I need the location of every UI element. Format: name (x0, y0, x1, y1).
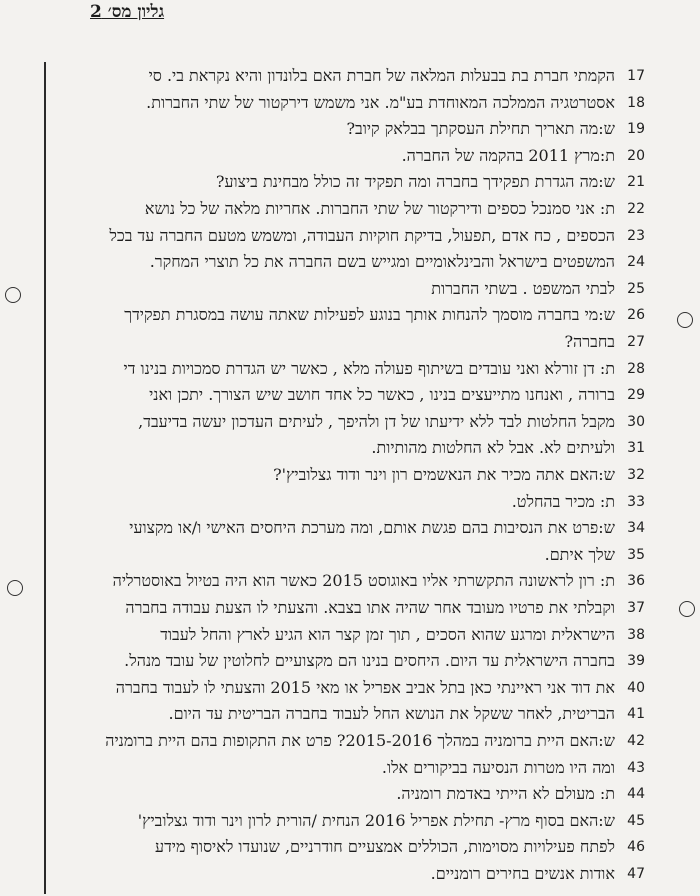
line-text: ת:מרץ 2011 בהקמה של החברה. (401, 145, 615, 165)
line-text: ברורה , ואנחנו מתייעצים בנינו , כאשר כל אחד חושב שיש הצורך. יתכן ואני (149, 385, 615, 405)
line-number: 28 (627, 360, 645, 377)
line-number: 41 (627, 706, 645, 723)
line-number: 29 (627, 387, 645, 404)
text-line (0, 809, 700, 837)
text-line (0, 702, 700, 730)
text-line (0, 516, 700, 544)
text-line (0, 144, 700, 172)
text-line (0, 357, 700, 385)
text-line (0, 463, 700, 491)
text-line (0, 197, 700, 225)
text-line (0, 410, 700, 438)
text-line (0, 436, 700, 464)
line-number: 44 (627, 786, 645, 803)
line-text: ומה היו מטרות הנסיעה בביקורים אלו. (381, 757, 615, 777)
text-line (0, 91, 700, 119)
text-line (0, 729, 700, 757)
line-text: ת: מעולם לא הייתי באדמת רומניה. (396, 784, 615, 804)
text-line (0, 649, 700, 677)
line-text: הבריטית, לאחר ששקל את הנושא החל לעבוד בחברה הבריטית עד היום. (168, 704, 615, 724)
line-number: 21 (627, 174, 645, 191)
line-text: ת: אני סמנכל כספים ודירקטור של שתי החברות. אחריות מלאה של כל נושא (144, 199, 615, 218)
text-line (0, 782, 700, 810)
line-number: 20 (627, 147, 645, 164)
line-number: 45 (627, 812, 645, 829)
line-number: 34 (627, 520, 645, 537)
line-number: 24 (627, 254, 645, 271)
line-number: 31 (627, 440, 645, 457)
line-text: ש:מה תאריך תחילת העסקתך בבלאק קיוב? (346, 119, 615, 139)
line-text: לבתי המשפט . בשתי החברות (431, 278, 615, 298)
line-number: 36 (627, 573, 645, 590)
line-text: את דוד אני ראיינתי כאן בתל אביב אפריל או מאי 2015 והצעתי לו לעבוד בחברה (115, 677, 615, 697)
text-line (0, 224, 700, 252)
line-number: 27 (627, 334, 645, 350)
line-number: 35 (627, 546, 645, 563)
line-number: 40 (627, 679, 645, 696)
line-text: ש:האם היית ברומניה במהלך 2015-2016? פרט את התקופות בהם היית ברומניה (105, 731, 615, 750)
line-number: 18 (627, 94, 645, 111)
line-number: 38 (627, 626, 645, 643)
line-text: ש:האם בסוף מרץ- תחילת אפריל 2016 הנחית /הורית לרון וינר ודוד גצלוביץ' (137, 810, 615, 830)
line-text: ש:מה הגדרת תפקידך בחברה ומה תפקיד זה כולל מבחינת ביצוע? (215, 172, 615, 192)
line-number: 22 (627, 201, 645, 217)
text-line (0, 569, 700, 597)
line-number: 25 (627, 280, 645, 297)
line-number: 30 (627, 413, 645, 430)
text-line (0, 117, 700, 145)
text-line (0, 596, 700, 624)
text-line (0, 250, 700, 278)
text-line (0, 623, 700, 651)
line-text: אודות אנשים בחירים רומניים. (430, 864, 615, 883)
line-text: וקבלתי את פרטיו מעובד אחר שהיה אתו בצבא. והצעתי לו הצעת עבודה בחברה (125, 598, 615, 617)
text-line (0, 277, 700, 305)
line-text: ש:פרט את הנסיבות בהם פגשת אותם, ומה מערכת היחסים האישי ו/או מקצועי (129, 518, 615, 538)
text-line (0, 170, 700, 198)
line-number: 17 (627, 68, 645, 84)
line-text: הקמתי חברת בת בבעלות המלאה של חברת האם בלונדון והיא נקראת בי. סי (148, 66, 615, 85)
text-line (0, 490, 700, 518)
line-number: 23 (627, 227, 645, 244)
line-text: המשפטים בישראל והבינלאומיים ומגייש בשם החברה את כל תוצרי המחקר. (149, 252, 615, 272)
line-text: שלך איתם. (544, 544, 615, 564)
line-text: ת: דן זורלא ואני עובדים בשיתוף פעולה מלא , כאשר יש הגדרת סמכויות בנינו די (123, 358, 615, 378)
text-line (0, 303, 700, 331)
line-number: 42 (627, 733, 645, 749)
line-text: לפתח פעילויות מסוימות, הכוללים אמצעיים חודרניים, שנועדו לאיסוף מידע (155, 837, 615, 857)
line-number: 33 (627, 493, 645, 510)
line-text: ש:מי בחברה מוסמך להנחות אותך בנוגע לפעילות שאתה עושה במסגרת תפקידך (124, 305, 615, 325)
text-line (0, 756, 700, 784)
text-line (0, 543, 700, 571)
line-text: בחברה? (564, 332, 615, 351)
line-text: ת: רון לראשונה התקשרתי אליו באוגוסט 2015 כאשר הוא היה בטיול באוסטרליה (112, 571, 615, 591)
line-text: ש:האם אתה מכיר את הנאשמים רון וינר ודוד גצלוביץ'? (273, 465, 615, 484)
line-text: ת: מכיר בהחלט. (511, 491, 615, 511)
line-number: 47 (627, 866, 645, 882)
text-line (0, 835, 700, 863)
text-line (0, 676, 700, 704)
line-number: 32 (627, 467, 645, 483)
line-number: 37 (627, 600, 645, 616)
text-line (0, 330, 700, 358)
line-number: 43 (627, 759, 645, 776)
line-text: בחברה הישראלית עד היום. היחסים בנינו הם מקצועיים לחלוטין של עובד מנהל. (124, 651, 615, 671)
line-number: 39 (627, 653, 645, 670)
page-header: גליון מס׳ 2 (90, 2, 165, 22)
line-text: ולעיתים לא. אבל לא החלטות מהותיות. (371, 438, 615, 458)
line-number: 26 (627, 307, 645, 324)
line-text: הישראלית ומרגע שהוא הסכים , תוך זמן קצר הוא הגיע לארץ והחל לעבוד (160, 624, 615, 644)
text-line (0, 383, 700, 411)
line-text: אסטרטגיה הממלכה המאוחדת בע"מ. אני משמש דירקטור של שתי החברות. (146, 92, 615, 112)
line-number: 19 (627, 121, 645, 138)
text-line (0, 64, 700, 92)
line-text: הכספים , כח אדם ,תפעול, בדיקת חוקיות העבודה, ומשמש מטעם החברה עד בכל (109, 225, 615, 245)
line-text: מקבל החלטות לבד ללא ידיעתו של דן ולהיפך , לעיתים העדכון יעשה בדיעבד, (138, 411, 615, 431)
line-number: 46 (627, 839, 645, 856)
text-line (0, 862, 700, 890)
